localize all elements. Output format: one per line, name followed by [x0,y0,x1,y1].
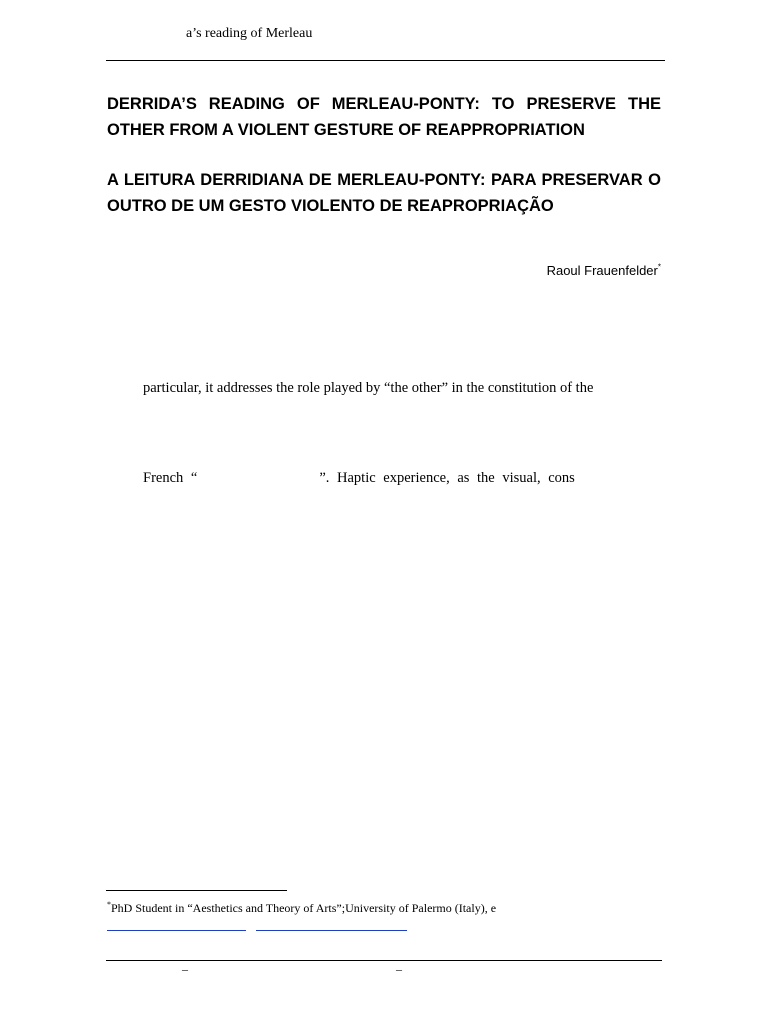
footnote-marker: * [107,900,111,909]
author-byline [547,262,661,280]
english-title [107,91,661,143]
running-header: a’s reading of Merleau [186,26,313,41]
footnote [107,900,496,916]
footer-dash-left: – [182,962,188,976]
portuguese-title [107,167,661,219]
email-link-underline-1[interactable] [107,930,246,931]
footer-dash-right: – [396,962,402,976]
header-rule [106,60,665,61]
english-title-line-1: DERRIDA’S READING OF MERLEAU-PONTY: TO PRESERVE THE [107,95,661,113]
body-line-1: particular, it addresses the role played by “the other” in the constitution of the [143,380,594,396]
body-line-2: French “ ”. Haptic experience, as the visual, cons [143,470,575,486]
portuguese-title-line-1: A LEITURA DERRIDIANA DE MERLEAU-PONTY: PARA PRESERVAR O [107,171,661,189]
footer-rule [106,960,662,961]
footnote-text: PhD Student in “Aesthetics and Theory of Arts”;University of Palermo (Italy), e [111,901,497,915]
author-name: Raoul Frauenfelder [546,263,658,278]
author-footnote-marker[interactable]: * [657,262,661,272]
email-link-underline-2[interactable] [256,930,407,931]
english-title-line-2: OTHER FROM A VIOLENT GESTURE OF REAPPROPRIATION [107,121,585,139]
footnote-separator [106,890,287,891]
portuguese-title-line-2: OUTRO DE UM GESTO VIOLENTO DE REAPROPRIAÇÃO [107,197,554,215]
